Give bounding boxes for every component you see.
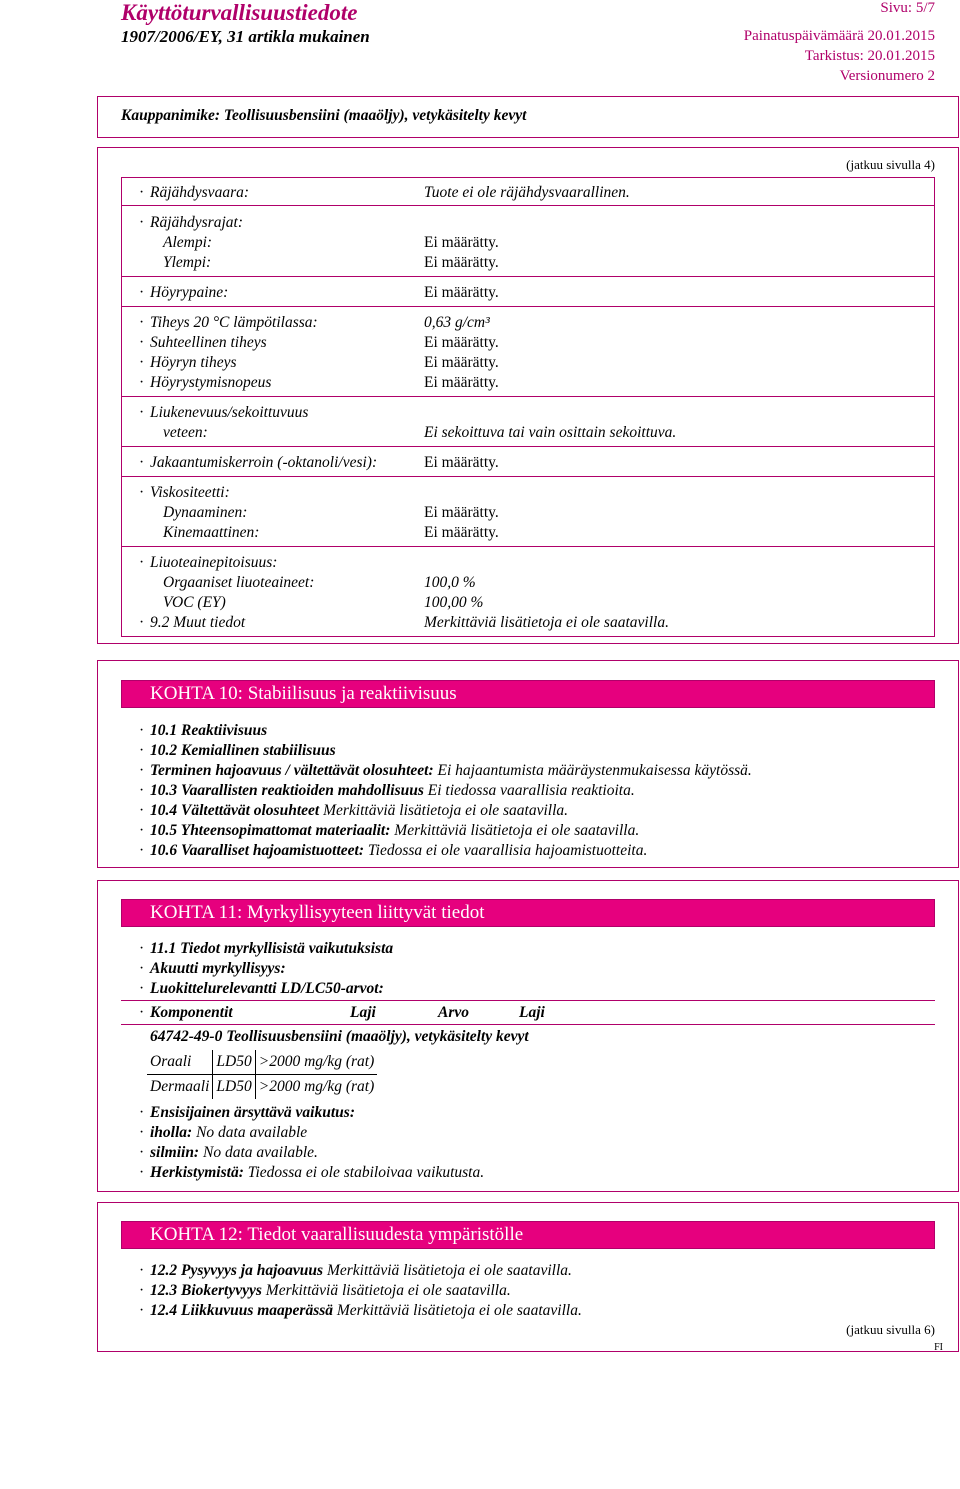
eye-irritation: silmiin: No data available.	[150, 1144, 318, 1161]
kinematic-viscosity-value: Ei määrätty.	[424, 524, 499, 541]
voc-label: VOC (EY)	[163, 594, 226, 611]
bullet: ·	[139, 1282, 145, 1299]
upper-limit-label: Ylempi:	[163, 254, 212, 271]
continued-to-note: (jatkuu sivulla 6)	[846, 1322, 935, 1337]
water-solubility-value: Ei sekoittuva tai vain osittain sekoittuva.	[424, 424, 677, 441]
value-cell: >2000 mg/kg (rat)	[255, 1075, 377, 1100]
section-11-title: KOHTA 11: Myrkyllisyyteen liittyvät tiedot	[121, 899, 935, 927]
other-info-label: 9.2 Muut tiedot	[150, 614, 246, 631]
bullet: ·	[139, 762, 145, 779]
density-value: 0,63 g/cm³	[424, 314, 490, 331]
bullet: ·	[139, 822, 145, 839]
bullet: ·	[139, 1302, 145, 1319]
bullet: ·	[139, 1104, 145, 1121]
upper-limit-value: Ei määrätty.	[424, 254, 499, 271]
toxicity-table	[147, 1050, 377, 1099]
bullet: ·	[139, 940, 145, 957]
evaporation-rate-value: Ei määrätty.	[424, 374, 499, 391]
relative-density-label: Suhteellinen tiheys	[150, 334, 267, 351]
other-info-value: Merkittäviä lisätietoja ei ole saatavilla.	[424, 614, 669, 631]
chemical-stability-heading: 10.2 Kemiallinen stabiilisuus	[150, 742, 336, 759]
acute-toxicity-heading: Akuutti myrkyllisyys:	[150, 960, 286, 977]
persistence: 12.2 Pysyvyys ja hajoavuus Merkittäviä lisätietoja ei ole saatavilla.	[150, 1262, 572, 1279]
type-cell: LD50	[213, 1050, 255, 1075]
bioaccumulation: 12.3 Biokertyvyys Merkittäviä lisätietoja ei ole saatavilla.	[150, 1282, 511, 1299]
language-code: FI	[934, 1342, 943, 1353]
divider	[121, 1024, 935, 1025]
page-number: Sivu: 5/7	[880, 0, 935, 16]
col-type: Laji	[350, 1004, 376, 1021]
conditions-to-avoid: 10.4 Vältettävät olosuhteet Merkittäviä lisätietoja ei ole saatavilla.	[150, 802, 569, 819]
bullet: ·	[139, 484, 145, 501]
bullet: ·	[139, 454, 145, 471]
bullet: ·	[139, 374, 145, 391]
check-date: Tarkistus: 20.01.2015	[804, 48, 935, 64]
version-number: Versionumero 2	[839, 68, 935, 84]
relative-density-value: Ei määrätty.	[424, 334, 499, 351]
dynamic-viscosity-value: Ei määrätty.	[424, 504, 499, 521]
partition-coefficient-label: Jakaantumiskerroin (-oktanoli/vesi):	[150, 454, 378, 471]
organic-solvents-label: Orgaaniset liuoteaineet:	[163, 574, 315, 591]
irritation-heading: Ensisijainen ärsyttävä vaikutus:	[150, 1104, 355, 1121]
bullet: ·	[139, 334, 145, 351]
table-row	[147, 1050, 377, 1075]
water-solubility-label: veteen:	[163, 424, 208, 441]
bullet: ·	[139, 1144, 145, 1161]
partition-coefficient-value: Ei määrätty.	[424, 454, 499, 471]
dynamic-viscosity-label: Dynaaminen:	[163, 504, 248, 521]
sensitisation: Herkistymistä: Tiedossa ei ole stabiloivaa vaikutusta.	[150, 1164, 485, 1181]
divider	[121, 446, 935, 447]
trade-name: Kauppanimike: Teollisuusbensiini (maaöljy), vetykäsitelty kevyt	[121, 107, 527, 124]
lower-limit-label: Alempi:	[163, 234, 213, 251]
section-12-title: KOHTA 12: Tiedot vaarallisuudesta ympäristölle	[121, 1221, 935, 1249]
vapour-pressure-label: Höyrypaine:	[150, 284, 229, 301]
table-row	[147, 1075, 377, 1100]
bullet: ·	[139, 960, 145, 977]
organic-solvents-value: 100,0 %	[424, 574, 476, 591]
bullet: ·	[139, 1164, 145, 1181]
col-value: Arvo	[438, 1004, 469, 1021]
solubility-label: Liukenevuus/sekoittuvuus	[150, 404, 309, 421]
bullet: ·	[139, 214, 145, 231]
evaporation-rate-label: Höyrystymisnopeus	[150, 374, 272, 391]
bullet: ·	[139, 284, 145, 301]
density-label: Tiheys 20 °C lämpötilassa:	[150, 314, 318, 331]
divider	[121, 306, 935, 307]
explosion-value: Tuote ei ole räjähdysvaarallinen.	[424, 184, 630, 201]
vapour-density-label: Höyryn tiheys	[150, 354, 237, 371]
toxicology-heading: 11.1 Tiedot myrkyllisistä vaikutuksista	[150, 940, 394, 957]
substance-name: 64742-49-0 Teollisuusbensiini (maaöljy), vetykäsitelty kevyt	[150, 1028, 529, 1045]
soil-mobility: 12.4 Liikkuvuus maaperässä Merkittäviä lisätietoja ei ole saatavilla.	[150, 1302, 582, 1319]
col-species: Laji	[519, 1004, 545, 1021]
route-cell: Dermaali	[147, 1075, 213, 1100]
incompatible-materials: 10.5 Yhteensopimattomat materiaalit: Merkittäviä lisätietoja ei ole saatavilla.	[150, 822, 640, 839]
voc-value: 100,00 %	[424, 594, 484, 611]
regulation-subtitle: 1907/2006/EY, 31 artikla mukainen	[121, 27, 370, 46]
hazardous-reactions: 10.3 Vaarallisten reaktioiden mahdollisuus Ei tiedossa vaarallisia reaktioita.	[150, 782, 635, 799]
reactivity-heading: 10.1 Reaktiivisuus	[150, 722, 268, 739]
limits-label: Räjähdysrajat:	[150, 214, 243, 231]
document-title: Käyttöturvallisuustiedote	[121, 0, 358, 25]
bullet: ·	[139, 614, 145, 631]
bullet: ·	[139, 554, 145, 571]
bullet: ·	[139, 742, 145, 759]
vapour-pressure-value: Ei määrätty.	[424, 284, 499, 301]
thermal-decomposition: Terminen hajoavuus / vältettävät olosuhteet: Ei hajaantumista määräystenmukaisessa käytössä.	[150, 762, 752, 779]
kinematic-viscosity-label: Kinemaattinen:	[163, 524, 260, 541]
route-cell: Oraali	[147, 1050, 213, 1075]
divider	[121, 476, 935, 477]
bullet: ·	[139, 980, 145, 997]
ld50-heading: Luokittelurelevantti LD/LC50-arvot:	[150, 980, 384, 997]
col-component: Komponentit	[150, 1004, 233, 1021]
section-10-title: KOHTA 10: Stabiilisuus ja reaktiivisuus	[121, 680, 935, 708]
divider	[121, 276, 935, 277]
explosion-label: Räjähdysvaara:	[150, 184, 250, 201]
bullet: ·	[139, 314, 145, 331]
bullet: ·	[139, 842, 145, 859]
divider	[121, 546, 935, 547]
type-cell: LD50	[213, 1075, 255, 1100]
bullet: ·	[139, 184, 145, 201]
divider	[121, 396, 935, 397]
bullet: ·	[139, 354, 145, 371]
decomposition-products: 10.6 Vaaralliset hajoamistuotteet: Tiedossa ei ole vaarallisia hajoamistuotteita.	[150, 842, 648, 859]
skin-irritation: iholla: No data available	[150, 1124, 308, 1141]
continued-from-note: (jatkuu sivulla 4)	[846, 157, 935, 172]
vapour-density-value: Ei määrätty.	[424, 354, 499, 371]
solvent-content-label: Liuoteainepitoisuus:	[150, 554, 278, 571]
bullet: ·	[139, 722, 145, 739]
viscosity-label: Viskositeetti:	[150, 484, 230, 501]
bullet: ·	[139, 782, 145, 799]
bullet: ·	[139, 802, 145, 819]
value-cell: >2000 mg/kg (rat)	[258, 1053, 375, 1070]
divider	[121, 205, 935, 206]
divider	[121, 1000, 935, 1001]
lower-limit-value: Ei määrätty.	[424, 234, 499, 251]
bullet: ·	[139, 1262, 145, 1279]
bullet: ·	[139, 404, 145, 421]
print-date: Painatuspäivämäärä 20.01.2015	[743, 28, 935, 44]
bullet: ·	[139, 1124, 145, 1141]
bullet: ·	[139, 1004, 145, 1021]
